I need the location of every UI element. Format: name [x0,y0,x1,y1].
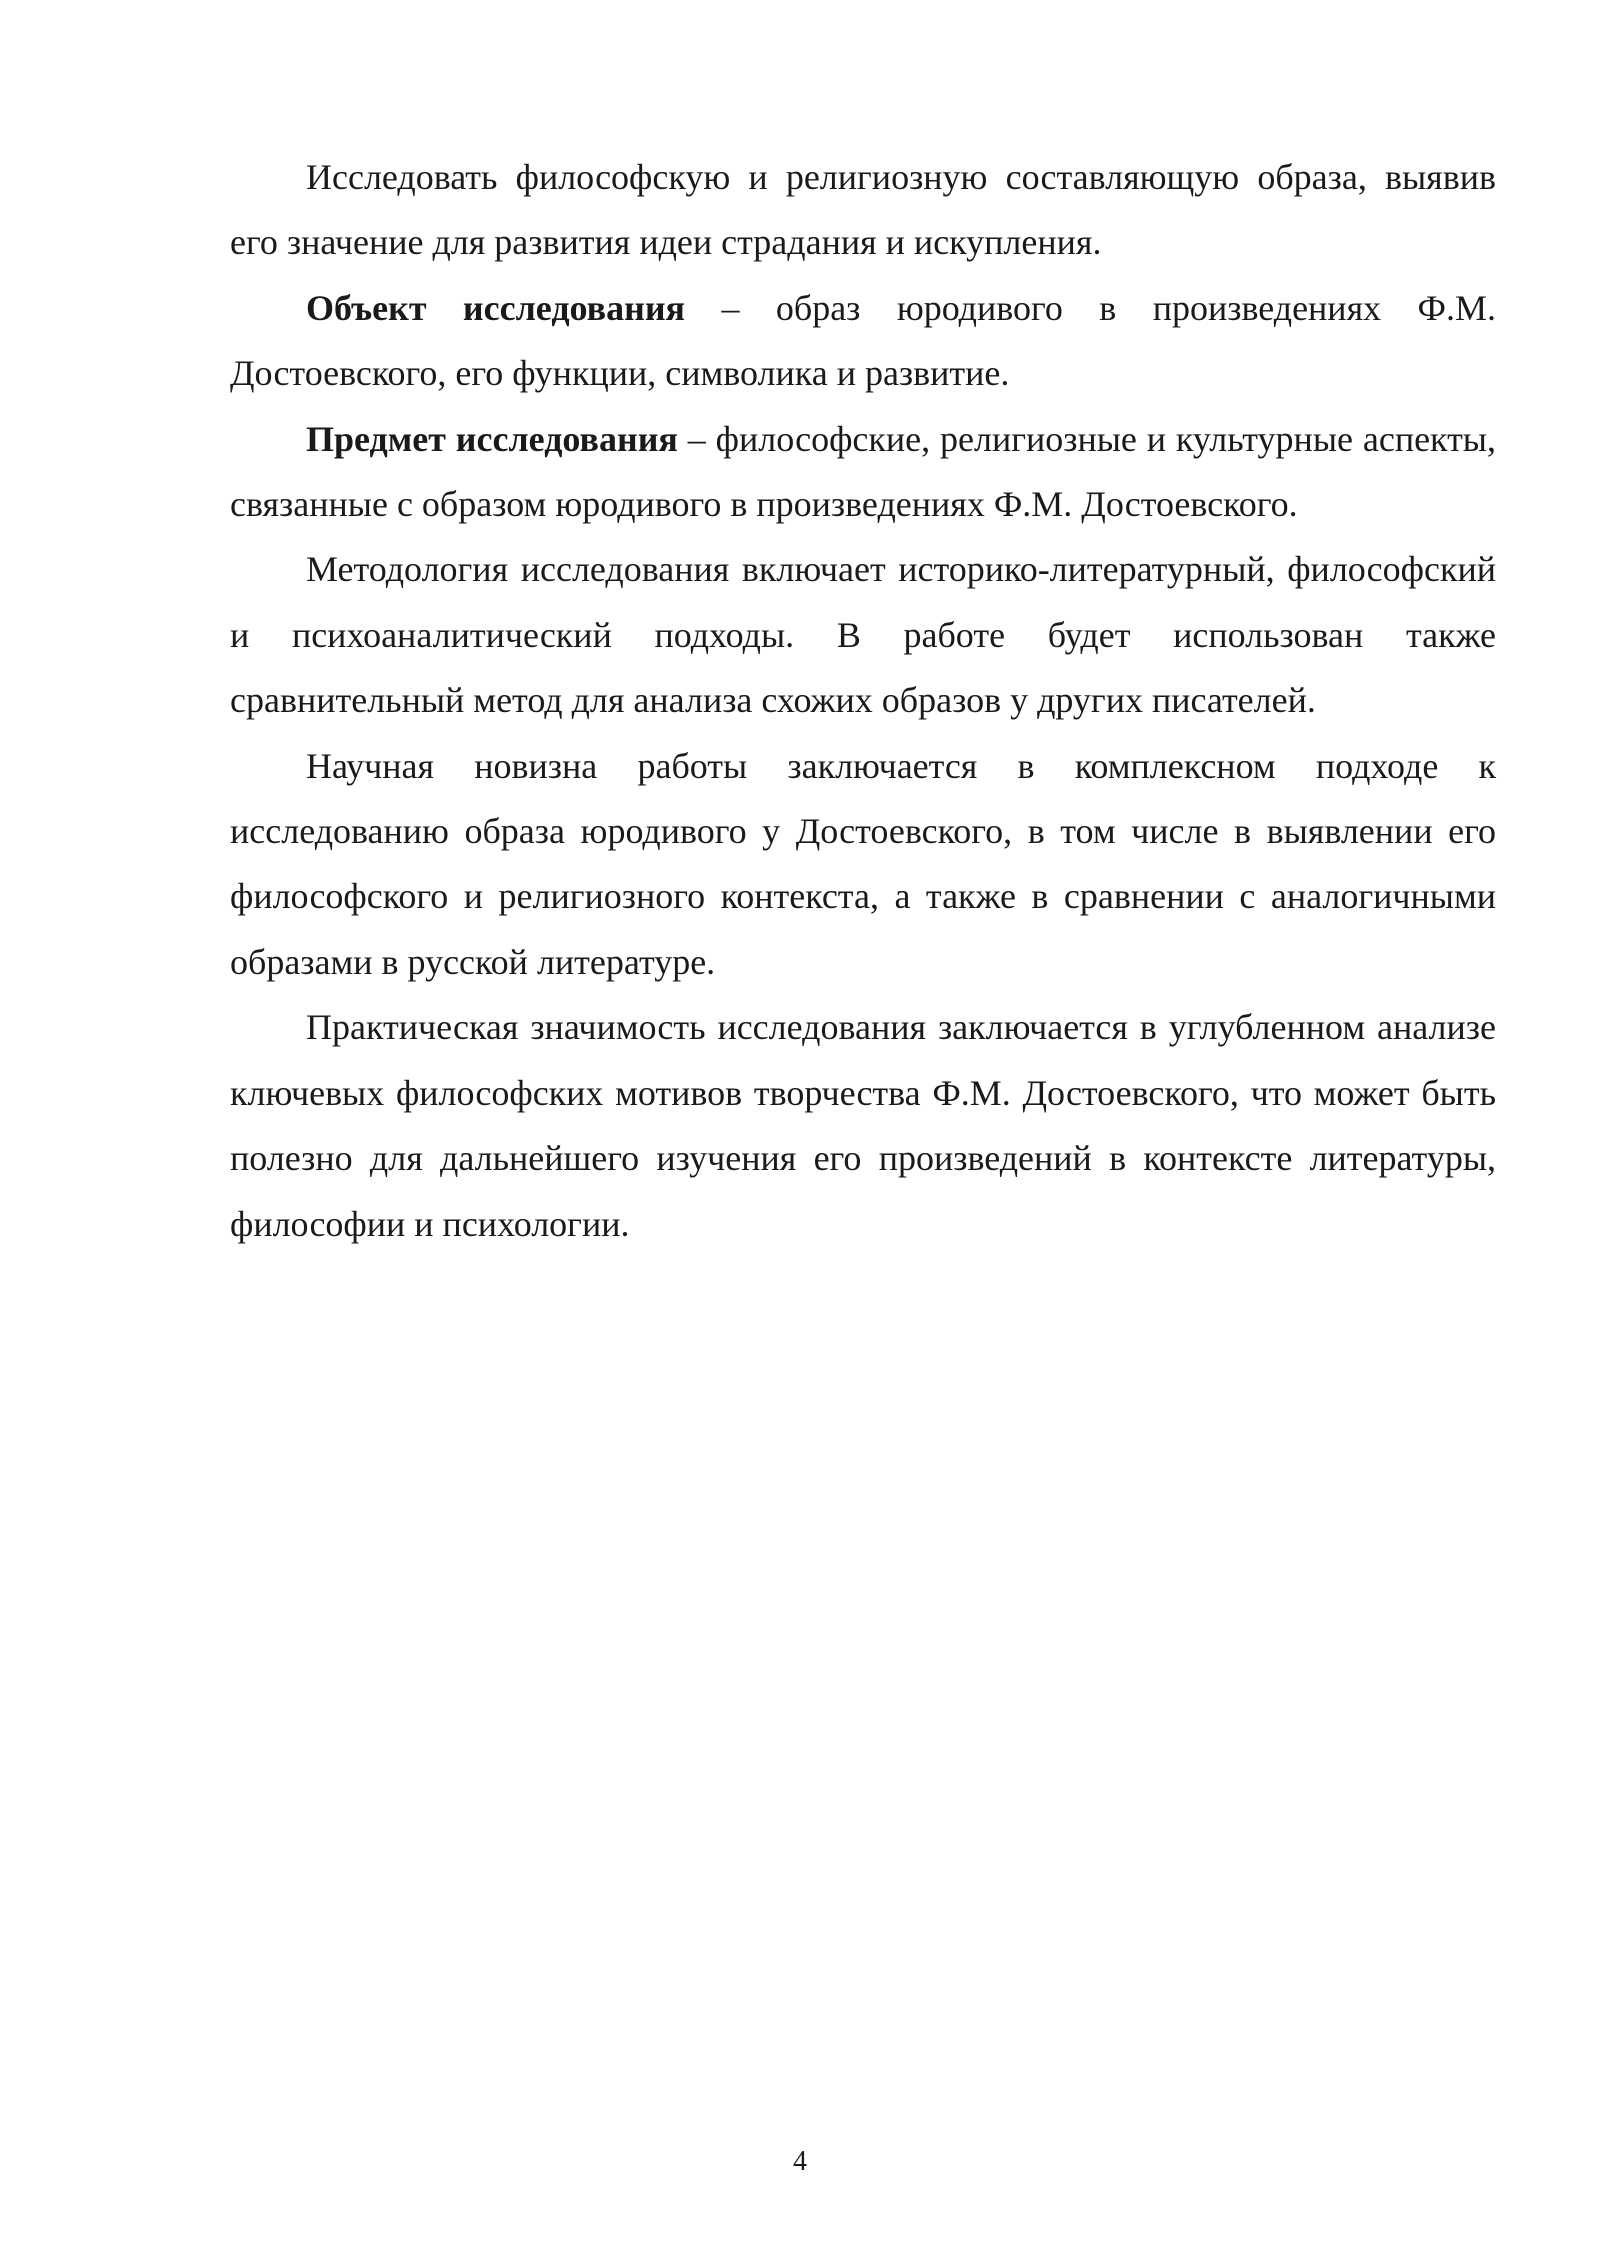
paragraph-object [230,276,1496,407]
paragraph-lead-object: Объект исследования [306,287,686,328]
paragraph-text: Исследовать философскую и религиозную составляющую образа, выявив его значение для развития идеи страдания и искупления. [230,157,1496,263]
paragraph-text: Практическая значимость исследования заключается в углубленном анализе ключевых философских мотивов творчества Ф.М. Достоевского, что может быть полезно для дальнейшего изучения его произведений в контексте литературы, философии и психологии. [230,1007,1496,1244]
paragraph-text: – образ юродивого в произведениях Ф.М. Достоевского, его функции, символика и развитие. [230,287,1497,394]
paragraph-methodology [230,537,1496,733]
paragraph-lead-subject: Предмет исследования [306,418,678,459]
paragraph-subject [230,407,1496,538]
paragraph-text: Научная новизна работы заключается в комплексном подходе к исследованию образа юродивого у Достоевского, в том числе в выявлении его философского и религиозного контекста, а также в сравнении с аналогичными образами в русской литературе. [230,745,1496,982]
paragraph-novelty [230,734,1496,996]
body-text [230,145,1496,1257]
page-number: 4 [793,2146,807,2177]
paragraph-practical-significance [230,995,1496,1257]
paragraph-text: – философские, религиозные и культурные аспекты, связанные с образом юродивого в произведениях Ф.М. Достоевского. [230,418,1496,525]
paragraph-goal [230,145,1496,276]
paragraph-text: Методология исследования включает историко-литературный, философский и психоаналитический подходы. В работе будет использован также сравнительный метод для анализа схожих образов у других писателей. [230,549,1496,721]
